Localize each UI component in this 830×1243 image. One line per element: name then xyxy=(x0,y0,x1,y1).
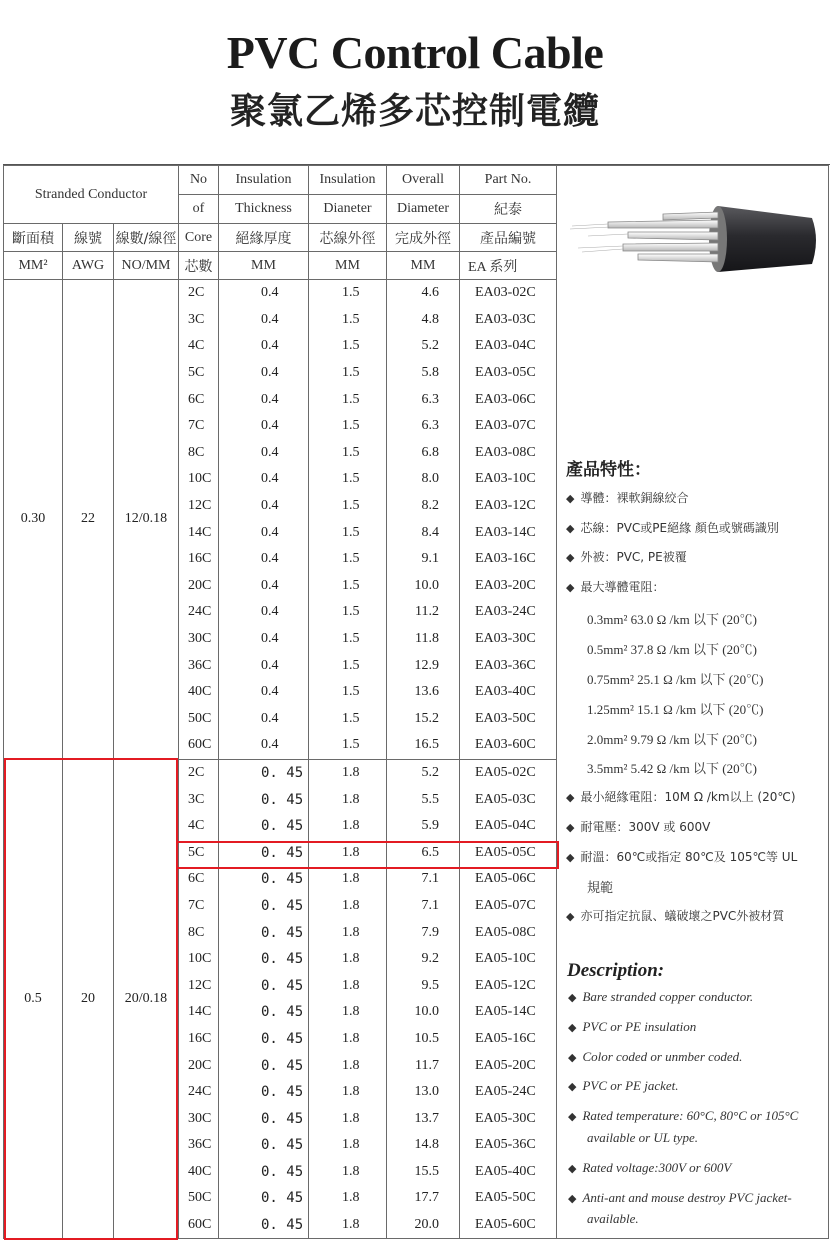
diamond-bullet-icon: ◆ xyxy=(566,821,575,834)
description-item xyxy=(568,989,753,1005)
cell-overall: 6.3 xyxy=(387,413,460,440)
cell-insulation: 0.4 xyxy=(219,307,309,334)
header-insulation: Insulation xyxy=(219,166,309,195)
cell-insulation: 0. 45 xyxy=(219,1185,309,1212)
header-part-no: Part No. xyxy=(460,166,557,195)
cell-part-no: EA03-60C xyxy=(460,732,557,759)
cell-part-no: EA05-12C xyxy=(460,972,557,999)
cell-part-no: EA03-08C xyxy=(460,440,557,467)
feature-item xyxy=(566,489,688,506)
cell-core: 24C xyxy=(179,1079,219,1106)
diamond-bullet-icon: ◆ xyxy=(566,551,575,564)
cell-insulation: 0.4 xyxy=(219,732,309,759)
cell-overall: 6.3 xyxy=(387,386,460,413)
cell-overall: 5.2 xyxy=(387,333,460,360)
cell-part-no: EA03-12C xyxy=(460,493,557,520)
cell-overall: 16.5 xyxy=(387,732,460,759)
header-unit-series: EA 系列 xyxy=(460,252,557,280)
cell-overall: 8.2 xyxy=(387,493,460,520)
cell-overall: 13.6 xyxy=(387,679,460,706)
diamond-bullet-icon: ◆ xyxy=(568,1163,577,1175)
header-stranded-conductor: Stranded Conductor xyxy=(4,166,179,224)
cell-insulation-dia: 1.8 xyxy=(309,1185,387,1212)
cell-core: 36C xyxy=(179,652,219,679)
description-title: Description: xyxy=(567,960,665,981)
header-unit-ins: MM xyxy=(219,252,309,280)
cell-insulation: 0. 45 xyxy=(219,1212,309,1239)
cell-core: 14C xyxy=(179,519,219,546)
cell-core: 8C xyxy=(179,440,219,467)
cell-insulation-dia: 1.5 xyxy=(309,706,387,733)
cell-overall: 13.0 xyxy=(387,1079,460,1106)
cell-core: 7C xyxy=(179,413,219,440)
cell-core: 60C xyxy=(179,1212,219,1239)
feature-item xyxy=(566,848,797,865)
cell-core: 16C xyxy=(179,1026,219,1053)
feature-text: 外被：PVC, PE被覆 xyxy=(580,550,687,564)
cell-insulation-dia: 1.5 xyxy=(309,307,387,334)
cell-insulation-dia: 1.8 xyxy=(309,1132,387,1159)
cell-overall: 8.4 xyxy=(387,519,460,546)
cell-overall: 7.1 xyxy=(387,866,460,893)
cell-core: 40C xyxy=(179,1159,219,1186)
description-item xyxy=(568,1108,798,1124)
cell-overall: 6.8 xyxy=(387,440,460,467)
cell-core: 5C xyxy=(179,360,219,387)
cell-overall: 6.5 xyxy=(387,839,460,866)
cell-insulation-dia: 1.5 xyxy=(309,280,387,307)
cell-core: 2C xyxy=(179,759,219,786)
header-unit-overall: MM xyxy=(387,252,460,280)
description-text: available or UL type. xyxy=(587,1130,698,1145)
cell-part-no: EA05-05C xyxy=(460,839,557,866)
cell-part-no: EA05-06C xyxy=(460,866,557,893)
header-area-zh: 斷面積 xyxy=(4,224,63,252)
cell-core: 12C xyxy=(179,972,219,999)
feature-text: 最小絕緣電阻：10M Ω /km以上 (20℃) xyxy=(580,790,796,804)
cell-insulation: 0. 45 xyxy=(219,813,309,840)
feature-text: 耐溫：60℃或指定 80℃及 105℃等 UL xyxy=(580,850,798,864)
description-continuation xyxy=(587,1211,639,1227)
header-no: No xyxy=(179,166,219,195)
feature-item xyxy=(566,578,664,595)
diamond-bullet-icon: ◆ xyxy=(568,992,577,1004)
cell-overall: 17.7 xyxy=(387,1185,460,1212)
cell-core: 2C xyxy=(179,280,219,307)
cell-core: 6C xyxy=(179,386,219,413)
cell-insulation: 0.4 xyxy=(219,652,309,679)
cell-part-no: EA05-04C xyxy=(460,813,557,840)
description-item xyxy=(568,1049,742,1065)
feature-subitem xyxy=(587,699,763,718)
cell-part-no: EA03-07C xyxy=(460,413,557,440)
feature-item xyxy=(566,907,784,924)
cell-insulation-dia: 1.8 xyxy=(309,946,387,973)
cell-insulation-dia: 1.5 xyxy=(309,573,387,600)
feature-text: 芯線：PVC或PE絕緣 顏色或號碼識別 xyxy=(580,521,779,535)
cell-part-no: EA03-50C xyxy=(460,706,557,733)
header-unit-nomm: NO/MM xyxy=(114,252,179,280)
cell-insulation: 0.4 xyxy=(219,493,309,520)
table-row xyxy=(4,280,829,307)
cell-core: 50C xyxy=(179,1185,219,1212)
group-awg: 22 xyxy=(63,280,114,760)
cell-part-no: EA03-30C xyxy=(460,626,557,653)
cell-core: 20C xyxy=(179,1052,219,1079)
header-insdia-zh: 芯線外徑 xyxy=(309,224,387,252)
cell-insulation: 0. 45 xyxy=(219,1079,309,1106)
cell-insulation: 0. 45 xyxy=(219,1026,309,1053)
cell-overall: 12.9 xyxy=(387,652,460,679)
feature-text: 耐電壓：300V 或 600V xyxy=(580,820,711,834)
cell-part-no: EA05-30C xyxy=(460,1105,557,1132)
cell-core: 10C xyxy=(179,946,219,973)
cell-insulation-dia: 1.8 xyxy=(309,866,387,893)
feature-text: 0.5mm² 37.8 Ω /km 以下 (20℃) xyxy=(587,642,757,657)
cell-overall: 5.8 xyxy=(387,360,460,387)
description-item xyxy=(568,1190,792,1206)
cell-insulation: 0.4 xyxy=(219,386,309,413)
cell-insulation-dia: 1.8 xyxy=(309,839,387,866)
cell-insulation: 0. 45 xyxy=(219,1132,309,1159)
cell-overall: 13.7 xyxy=(387,1105,460,1132)
cell-overall: 9.1 xyxy=(387,546,460,573)
cell-part-no: EA03-20C xyxy=(460,573,557,600)
cell-part-no: EA05-07C xyxy=(460,893,557,920)
group-strand: 20/0.18 xyxy=(114,759,179,1239)
cell-part-no: EA05-08C xyxy=(460,919,557,946)
diamond-bullet-icon: ◆ xyxy=(566,581,575,594)
cell-insulation-dia: 1.5 xyxy=(309,652,387,679)
cell-insulation-dia: 1.8 xyxy=(309,919,387,946)
cell-core: 60C xyxy=(179,732,219,759)
cell-insulation-dia: 1.5 xyxy=(309,413,387,440)
feature-text: 亦可指定抗鼠、蟻破壞之PVC外被材質 xyxy=(580,909,785,923)
cell-insulation: 0.4 xyxy=(219,519,309,546)
cell-part-no: EA03-04C xyxy=(460,333,557,360)
cell-overall: 9.5 xyxy=(387,972,460,999)
cell-insulation: 0. 45 xyxy=(219,919,309,946)
cell-core: 36C xyxy=(179,1132,219,1159)
cell-overall: 14.8 xyxy=(387,1132,460,1159)
cell-part-no: EA05-02C xyxy=(460,759,557,786)
cell-overall: 11.8 xyxy=(387,626,460,653)
cell-core: 3C xyxy=(179,307,219,334)
cell-overall: 8.0 xyxy=(387,466,460,493)
description-text: PVC or PE jacket. xyxy=(582,1078,679,1093)
feature-subitem xyxy=(587,758,757,777)
cell-insulation-dia: 1.8 xyxy=(309,1079,387,1106)
description-text: Bare stranded copper conductor. xyxy=(582,989,754,1004)
feature-item xyxy=(566,788,796,805)
header-unit-mm2: MM² xyxy=(4,252,63,280)
feature-text: 3.5mm² 5.42 Ω /km 以下 (20℃) xyxy=(587,761,757,776)
cell-part-no: EA05-10C xyxy=(460,946,557,973)
cell-insulation-dia: 1.5 xyxy=(309,466,387,493)
header-ins-zh: 絕緣厚度 xyxy=(219,224,309,252)
description-item xyxy=(568,1160,731,1176)
page-subtitle: 聚氯乙烯多芯控制電纜 xyxy=(229,91,600,132)
cell-insulation: 0.4 xyxy=(219,546,309,573)
cell-overall: 4.8 xyxy=(387,307,460,334)
cell-core: 4C xyxy=(179,333,219,360)
header-dianeter: Dianeter xyxy=(309,195,387,224)
cell-part-no: EA03-03C xyxy=(460,307,557,334)
cell-part-no: EA05-24C xyxy=(460,1079,557,1106)
cell-insulation: 0. 45 xyxy=(219,786,309,813)
cell-insulation: 0. 45 xyxy=(219,972,309,999)
diamond-bullet-icon: ◆ xyxy=(568,1081,577,1093)
cell-insulation-dia: 1.8 xyxy=(309,1159,387,1186)
cell-insulation: 0. 45 xyxy=(219,893,309,920)
description-text: Color coded or unmber coded. xyxy=(582,1049,743,1064)
group-area: 0.30 xyxy=(4,280,63,760)
cell-insulation-dia: 1.8 xyxy=(309,972,387,999)
cell-overall: 15.2 xyxy=(387,706,460,733)
cell-overall: 20.0 xyxy=(387,1212,460,1239)
header-gauge-zh: 線號 xyxy=(63,224,114,252)
cell-core: 16C xyxy=(179,546,219,573)
header-strand-zh: 線數/線徑 xyxy=(114,224,179,252)
cell-overall: 15.5 xyxy=(387,1159,460,1186)
diamond-bullet-icon: ◆ xyxy=(566,851,575,864)
cell-part-no: EA03-16C xyxy=(460,546,557,573)
cell-part-no: EA03-05C xyxy=(460,360,557,387)
cell-insulation-dia: 1.5 xyxy=(309,440,387,467)
cell-core: 30C xyxy=(179,626,219,653)
header-diameter: Diameter xyxy=(387,195,460,224)
cell-overall: 10.0 xyxy=(387,999,460,1026)
diamond-bullet-icon: ◆ xyxy=(566,791,575,804)
cell-insulation: 0. 45 xyxy=(219,839,309,866)
description-text: Anti-ant and mouse destroy PVC jacket- xyxy=(582,1190,792,1205)
cable-photo xyxy=(568,196,822,282)
cell-part-no: EA05-03C xyxy=(460,786,557,813)
cell-insulation: 0.4 xyxy=(219,626,309,653)
header-of: of xyxy=(179,195,219,224)
cell-insulation: 0. 45 xyxy=(219,999,309,1026)
feature-subitem xyxy=(587,669,763,688)
cell-insulation-dia: 1.8 xyxy=(309,786,387,813)
description-text: available. xyxy=(587,1211,639,1226)
header-unit-awg: AWG xyxy=(63,252,114,280)
feature-subitem xyxy=(587,729,757,748)
cell-core: 8C xyxy=(179,919,219,946)
description-text: PVC or PE insulation xyxy=(582,1019,697,1034)
cell-overall: 5.2 xyxy=(387,759,460,786)
cell-insulation-dia: 1.5 xyxy=(309,519,387,546)
diamond-bullet-icon: ◆ xyxy=(566,492,575,505)
diamond-bullet-icon: ◆ xyxy=(566,522,575,535)
cell-part-no: EA03-02C xyxy=(460,280,557,307)
feature-text: 0.3mm² 63.0 Ω /km 以下 (20℃) xyxy=(587,612,757,627)
description-text: Rated temperature: 60°C, 80°C or 105°C xyxy=(582,1108,799,1123)
cell-overall: 11.7 xyxy=(387,1052,460,1079)
cell-insulation: 0.4 xyxy=(219,573,309,600)
cell-core: 5C xyxy=(179,839,219,866)
header-unit-insdia: MM xyxy=(309,252,387,280)
cell-overall: 9.2 xyxy=(387,946,460,973)
cell-part-no: EA03-06C xyxy=(460,386,557,413)
cell-insulation-dia: 1.5 xyxy=(309,493,387,520)
cell-part-no: EA03-10C xyxy=(460,466,557,493)
cell-insulation-dia: 1.5 xyxy=(309,679,387,706)
cell-insulation-dia: 1.5 xyxy=(309,599,387,626)
cell-part-no: EA05-36C xyxy=(460,1132,557,1159)
cell-insulation: 0.4 xyxy=(219,679,309,706)
cell-insulation: 0.4 xyxy=(219,413,309,440)
cell-core: 7C xyxy=(179,893,219,920)
cell-core: 4C xyxy=(179,813,219,840)
group-awg: 20 xyxy=(63,759,114,1239)
cell-overall: 7.9 xyxy=(387,919,460,946)
cell-overall: 10.5 xyxy=(387,1026,460,1053)
group-area: 0.5 xyxy=(4,759,63,1239)
group-strand: 12/0.18 xyxy=(114,280,179,760)
feature-text: 0.75mm² 25.1 Ω /km 以下 (20℃) xyxy=(587,672,764,687)
cell-insulation: 0.4 xyxy=(219,599,309,626)
cell-insulation-dia: 1.5 xyxy=(309,360,387,387)
cell-core: 30C xyxy=(179,1105,219,1132)
description-text: Rated voltage:300V or 600V xyxy=(582,1160,732,1175)
header-part-zh: 產品編號 xyxy=(460,224,557,252)
cell-insulation: 0. 45 xyxy=(219,1105,309,1132)
cell-insulation: 0.4 xyxy=(219,280,309,307)
cell-insulation: 0.4 xyxy=(219,360,309,387)
cell-core: 14C xyxy=(179,999,219,1026)
feature-text: 最大導體電阻： xyxy=(580,580,665,594)
cell-insulation-dia: 1.8 xyxy=(309,1052,387,1079)
cell-insulation-dia: 1.8 xyxy=(309,759,387,786)
cell-insulation: 0. 45 xyxy=(219,759,309,786)
feature-subitem xyxy=(587,877,613,896)
cell-part-no: EA05-50C xyxy=(460,1185,557,1212)
diamond-bullet-icon: ◆ xyxy=(568,1022,577,1034)
cell-part-no: EA05-20C xyxy=(460,1052,557,1079)
cell-part-no: EA05-60C xyxy=(460,1212,557,1239)
page-title: PVC Control Cable xyxy=(226,27,604,78)
description-item xyxy=(568,1078,679,1094)
cell-insulation-dia: 1.5 xyxy=(309,546,387,573)
cell-insulation-dia: 1.5 xyxy=(309,626,387,653)
cell-overall: 10.0 xyxy=(387,573,460,600)
header-unit-cores: 芯數 xyxy=(179,252,219,280)
cell-part-no: EA05-16C xyxy=(460,1026,557,1053)
description-item xyxy=(568,1019,696,1035)
cell-insulation: 0. 45 xyxy=(219,1159,309,1186)
feature-text: 導體：裸軟銅線絞合 xyxy=(580,491,689,505)
header-insulation-dia: Insulation xyxy=(309,166,387,195)
cell-insulation-dia: 1.8 xyxy=(309,999,387,1026)
cell-part-no: EA03-14C xyxy=(460,519,557,546)
cell-overall: 5.9 xyxy=(387,813,460,840)
cell-part-no: EA05-14C xyxy=(460,999,557,1026)
cell-overall: 5.5 xyxy=(387,786,460,813)
header-overall: Overall xyxy=(387,166,460,195)
feature-text: 1.25mm² 15.1 Ω /km 以下 (20℃) xyxy=(587,702,764,717)
cell-insulation-dia: 1.5 xyxy=(309,333,387,360)
header-core: Core xyxy=(179,224,219,252)
cell-insulation-dia: 1.8 xyxy=(309,813,387,840)
cell-part-no: EA03-36C xyxy=(460,652,557,679)
feature-item xyxy=(566,519,779,536)
feature-text: 2.0mm² 9.79 Ω /km 以下 (20℃) xyxy=(587,732,757,747)
header-overall-zh: 完成外徑 xyxy=(387,224,460,252)
cell-overall: 11.2 xyxy=(387,599,460,626)
cell-insulation-dia: 1.5 xyxy=(309,386,387,413)
cell-overall: 7.1 xyxy=(387,893,460,920)
cell-insulation: 0. 45 xyxy=(219,866,309,893)
cell-insulation-dia: 1.8 xyxy=(309,1026,387,1053)
cell-insulation: 0. 45 xyxy=(219,1052,309,1079)
cell-core: 50C xyxy=(179,706,219,733)
cell-core: 20C xyxy=(179,573,219,600)
features-title: 產品特性： xyxy=(566,460,651,480)
cell-insulation-dia: 1.8 xyxy=(309,893,387,920)
diamond-bullet-icon: ◆ xyxy=(568,1052,577,1064)
header-thickness: Thickness xyxy=(219,195,309,224)
cell-overall: 4.6 xyxy=(387,280,460,307)
cell-insulation: 0.4 xyxy=(219,466,309,493)
cell-core: 24C xyxy=(179,599,219,626)
cell-core: 40C xyxy=(179,679,219,706)
feature-subitem xyxy=(587,639,757,658)
header-brand: 紀泰 xyxy=(460,195,557,224)
cell-part-no: EA03-40C xyxy=(460,679,557,706)
description-continuation xyxy=(587,1130,698,1146)
cell-insulation: 0.4 xyxy=(219,440,309,467)
cell-insulation: 0. 45 xyxy=(219,946,309,973)
cell-insulation: 0.4 xyxy=(219,706,309,733)
cell-core: 12C xyxy=(179,493,219,520)
cell-insulation-dia: 1.5 xyxy=(309,732,387,759)
cell-core: 10C xyxy=(179,466,219,493)
diamond-bullet-icon: ◆ xyxy=(566,910,575,923)
cell-insulation-dia: 1.8 xyxy=(309,1212,387,1239)
feature-item xyxy=(566,818,710,835)
feature-subitem xyxy=(587,609,757,628)
cell-insulation-dia: 1.8 xyxy=(309,1105,387,1132)
diamond-bullet-icon: ◆ xyxy=(568,1111,577,1123)
feature-text: 規範 xyxy=(587,880,614,895)
feature-item xyxy=(566,548,687,565)
cell-insulation: 0.4 xyxy=(219,333,309,360)
cell-core: 3C xyxy=(179,786,219,813)
cell-part-no: EA03-24C xyxy=(460,599,557,626)
diamond-bullet-icon: ◆ xyxy=(568,1193,577,1205)
cell-part-no: EA05-40C xyxy=(460,1159,557,1186)
cell-core: 6C xyxy=(179,866,219,893)
